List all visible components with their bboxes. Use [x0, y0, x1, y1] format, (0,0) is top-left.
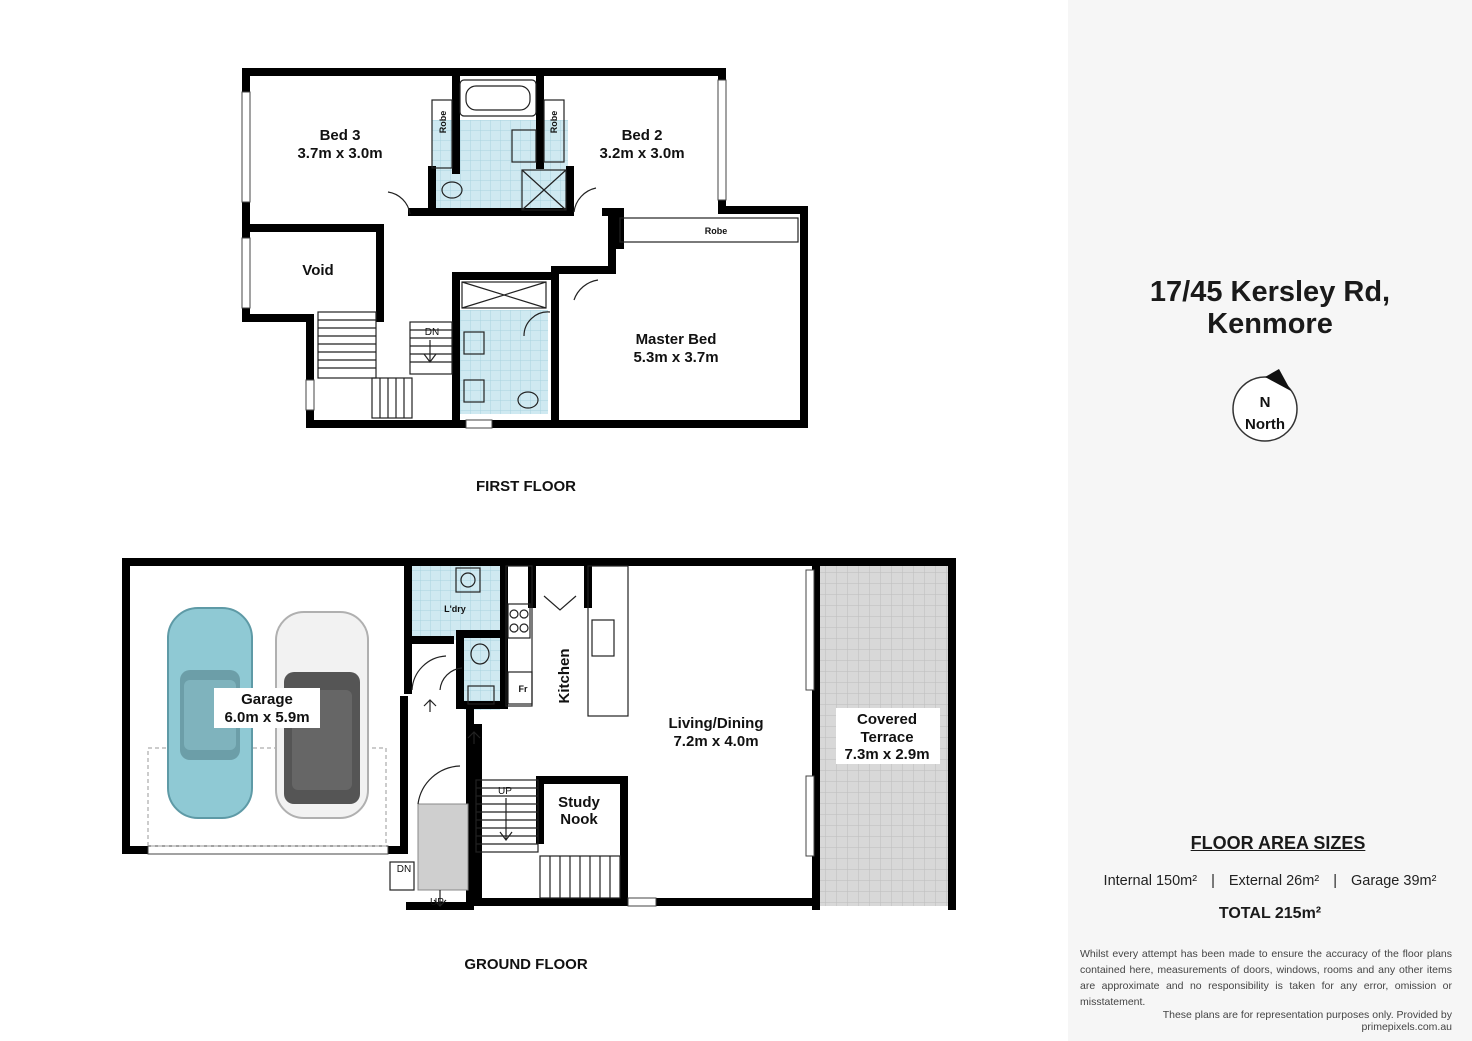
robe-label: Robe: [704, 226, 728, 236]
window: [242, 238, 250, 308]
cooktop: [508, 604, 530, 638]
garage-size: 6.0m x 5.9m: [224, 709, 310, 726]
window: [806, 570, 814, 690]
internal-area: Internal 150m²: [1103, 873, 1198, 889]
terrace-size: 7.3m x 2.9m: [844, 746, 930, 763]
entry-arrow: [424, 700, 436, 712]
ensuite-tiles: [458, 310, 548, 414]
stairs-dn-label: DN: [396, 864, 412, 875]
terrace-name-2: Terrace: [860, 729, 914, 746]
bed2-name: Bed 2: [621, 127, 663, 144]
total-area: TOTAL 215m²: [1218, 905, 1322, 922]
north-compass-icon: [1231, 367, 1299, 443]
terrace-name-1: Covered: [856, 711, 918, 728]
bed3-name: Bed 3: [319, 127, 361, 144]
window: [242, 92, 250, 202]
provided-by: These plans are for representation purposes only. Provided by primepixels.com.au: [1162, 1009, 1452, 1033]
kitchen-sink: [592, 620, 614, 656]
entry-landing: [418, 804, 468, 890]
first-floor-plan: [242, 72, 804, 495]
ground-floor-plan: [126, 562, 956, 973]
info-sidebar: [1068, 0, 1472, 1041]
stairs-dn-label: DN: [424, 327, 440, 338]
stairs-up2-label: UP: [430, 897, 444, 908]
study-name-1: Study: [558, 794, 600, 811]
first-floor-label: FIRST FLOOR: [476, 478, 576, 495]
compass-letter: N: [1259, 394, 1271, 411]
floor-area-breakdown: [1068, 873, 1472, 889]
address-line-2: Kenmore: [1207, 308, 1333, 340]
bed3-size: 3.7m x 3.0m: [297, 145, 383, 162]
door-master: [574, 280, 598, 300]
fridge-label: Fr: [518, 684, 528, 694]
compass-label: North: [1245, 416, 1285, 433]
door-bed2: [574, 188, 596, 212]
garage-door: [148, 846, 388, 854]
window: [306, 380, 314, 410]
garage-name: Garage: [241, 691, 293, 708]
external-area: External 26m²: [1228, 873, 1320, 889]
window: [718, 80, 726, 200]
separator: |: [1333, 873, 1337, 889]
garage-label-box: [214, 688, 320, 728]
void-label: Void: [302, 262, 334, 279]
robe-label: Robe: [438, 110, 448, 134]
study-name-2: Nook: [560, 811, 598, 828]
door-bed3: [388, 192, 410, 214]
window: [466, 420, 492, 428]
master-bed-size: 5.3m x 3.7m: [633, 349, 719, 366]
pantry-door: [544, 596, 576, 610]
address-line-1: 17/45 Kersley Rd,: [1149, 276, 1391, 308]
terrace-label-box: [836, 708, 940, 764]
stairs-up-label: UP: [498, 786, 512, 797]
window: [806, 776, 814, 856]
window: [628, 898, 656, 906]
door-entry: [418, 766, 460, 804]
kitchen-label: Kitchen: [556, 648, 573, 704]
kitchen-island: [588, 566, 628, 716]
living-size: 7.2m x 4.0m: [673, 733, 759, 750]
master-bed-name: Master Bed: [635, 331, 717, 348]
living-name: Living/Dining: [668, 715, 764, 732]
robe-label: Robe: [549, 110, 559, 134]
wc-tiles: [464, 634, 500, 710]
bed2-size: 3.2m x 3.0m: [599, 145, 685, 162]
separator: |: [1211, 873, 1215, 889]
floor-area-title: FLOOR AREA SIZES: [1190, 833, 1366, 853]
ground-floor-label: GROUND FLOOR: [464, 956, 588, 973]
disclaimer: Whilst every attempt has been made to ensure the accuracy of the floor plans contained here, measurements of doors, windows, rooms and any other items are approximate and no responsibility is taken for any error, omission or misstatement.: [1080, 948, 1452, 1008]
garage-area: Garage 39m²: [1351, 873, 1437, 889]
laundry-label: L'dry: [444, 604, 466, 614]
